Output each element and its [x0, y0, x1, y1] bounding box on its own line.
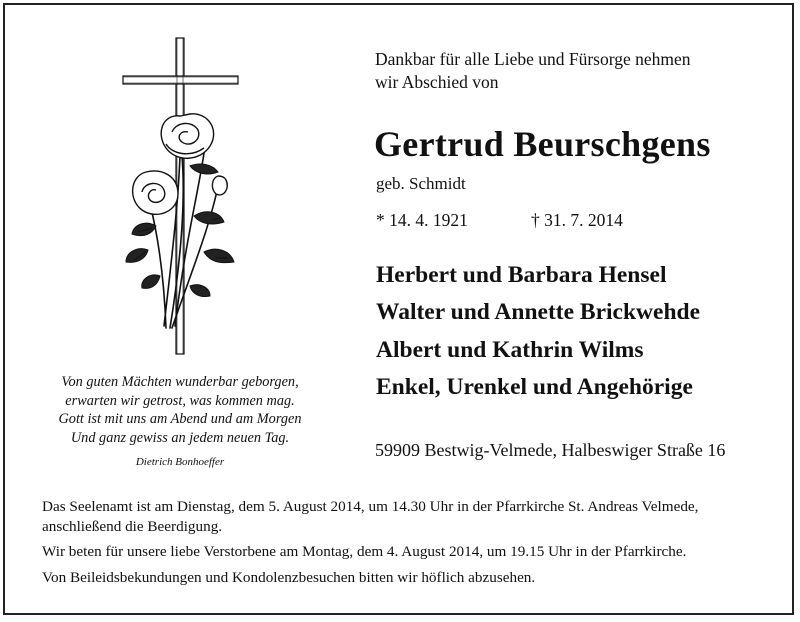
- prayer-note: Wir beten für unsere liebe Verstorbene am Montag, dem 4. August 2014, um 19.15 Uhr in der Pfarrkirche.: [42, 543, 687, 560]
- quote-line: Und ganz gewiss an jedem neuen Tag.: [70, 429, 290, 446]
- maiden-name: geb. Schmidt: [376, 174, 466, 193]
- mourner-entry: Walter und Annette Brickwehde: [376, 299, 701, 326]
- quote-line: Gott ist mit uns am Abend und am Morgen: [58, 411, 302, 427]
- bonhoeffer-quote: [30, 373, 330, 447]
- quote-line: erwarten wir getrost, was kommen mag.: [65, 392, 295, 409]
- death-date: † 31. 7. 2014: [531, 210, 623, 230]
- quote-author: Dietrich Bonhoeffer: [135, 456, 225, 468]
- quote-line: Von guten Mächten wunderbar geborgen,: [61, 374, 299, 390]
- mourner-entry: Enkel, Urenkel und Angehörige: [376, 373, 693, 400]
- intro-text: [375, 48, 691, 94]
- mourner-entry: Albert und Kathrin Wilms: [376, 336, 644, 363]
- intro-line: Dankbar für alle Liebe und Fürsorge nehmen: [375, 49, 691, 69]
- cross-with-roses-icon: [120, 36, 245, 356]
- deceased-name: Gertrud Beurschgens: [374, 124, 711, 164]
- condolence-note: Von Beileidsbekundungen und Kondolenzbesuchen bitten wir höflich abzusehen.: [42, 568, 536, 586]
- intro-line: wir Abschied von: [375, 72, 499, 92]
- service-notes: [42, 497, 762, 593]
- mourners-list: [376, 257, 700, 406]
- funeral-mass-note: Das Seelenamt ist am Dienstag, dem 5. August 2014, um 14.30 Uhr in der Pfarrkirche St. Andreas Velmede, anschließend die Beerdigung.: [42, 498, 699, 535]
- mourner-entry: Herbert und Barbara Hensel: [376, 262, 667, 288]
- family-address: 59909 Bestwig-Velmede, Halbeswiger Straße 16: [375, 440, 726, 460]
- birth-date: * 14. 4. 1921: [376, 210, 468, 230]
